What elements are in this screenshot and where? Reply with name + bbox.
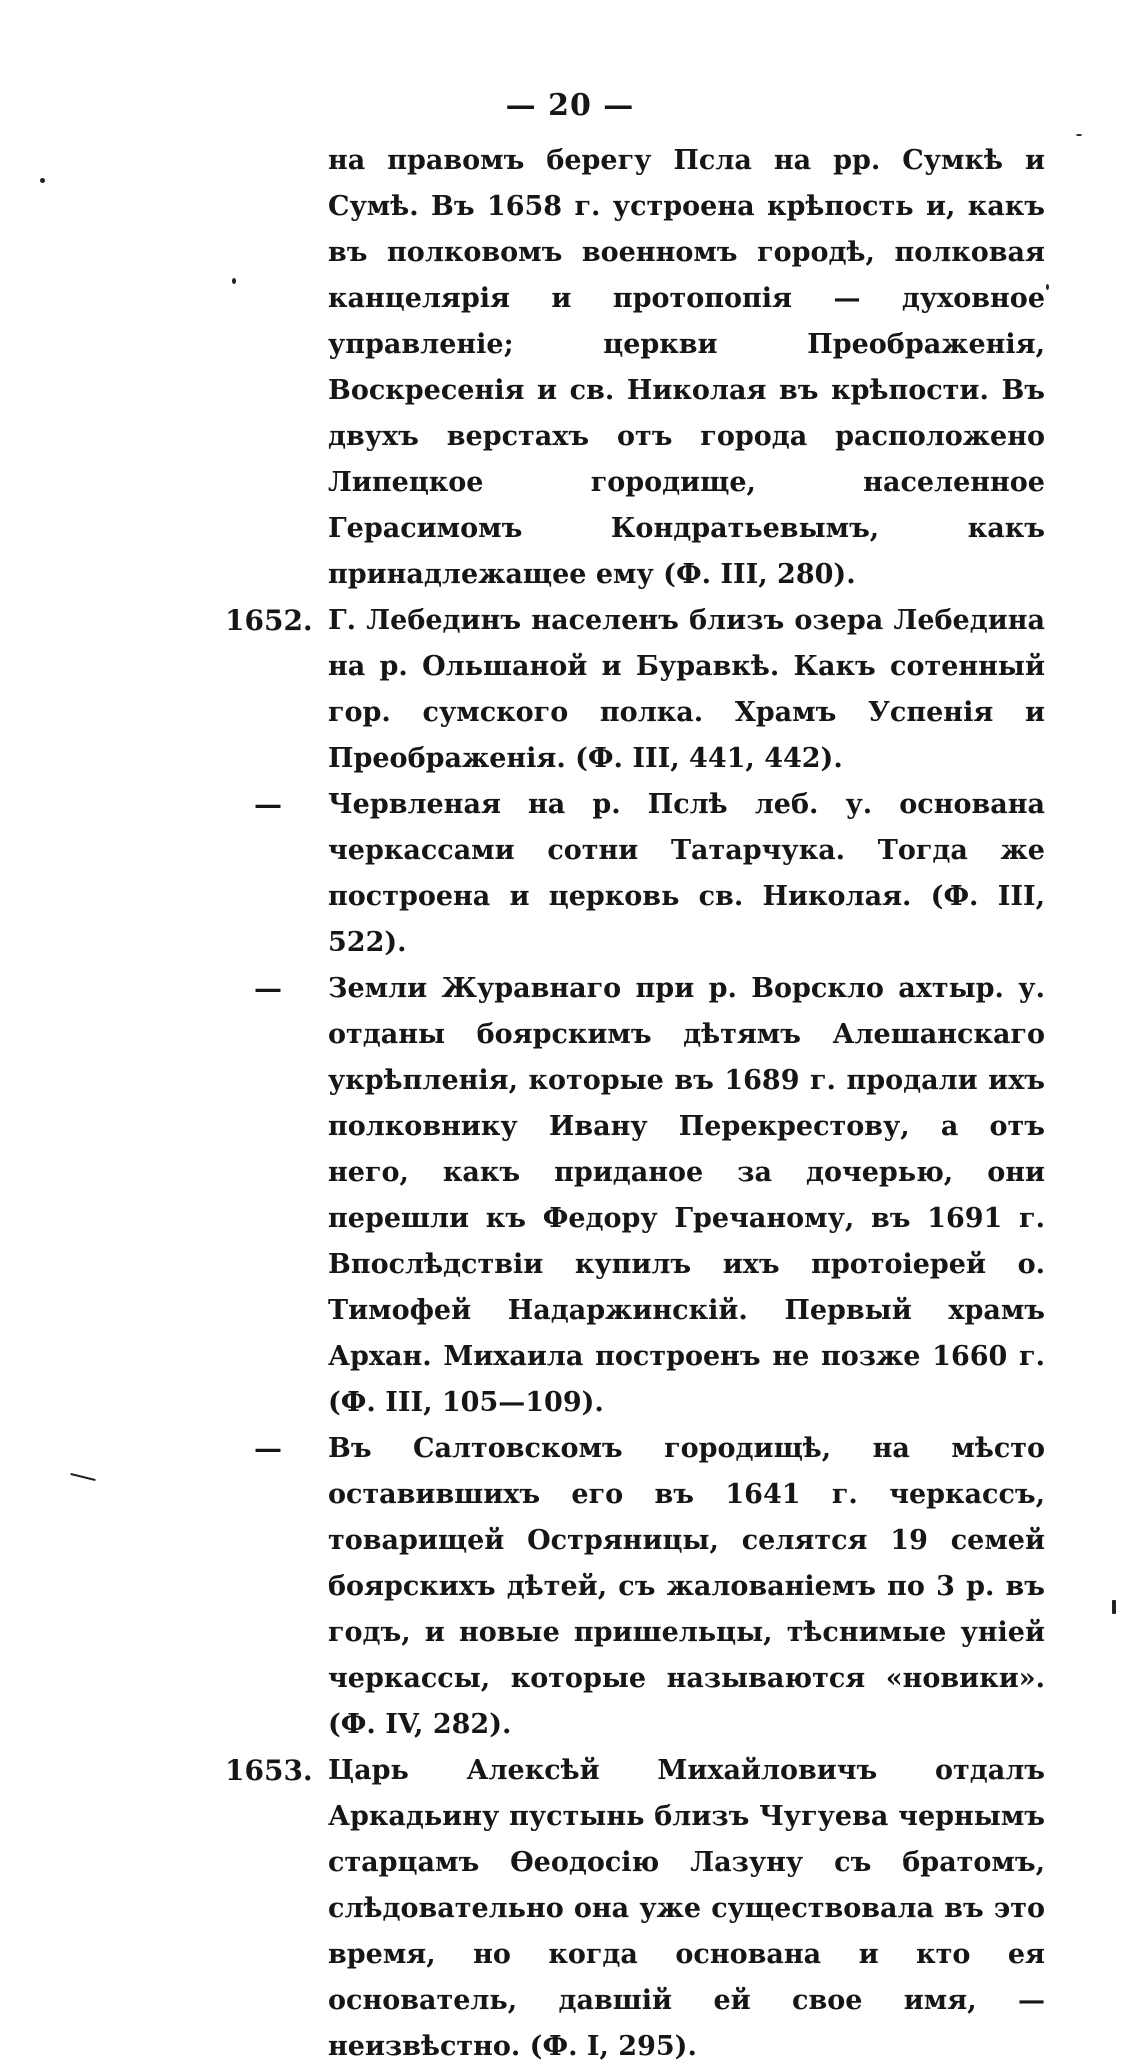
entry-year-marker: 1653. — [225, 1754, 313, 1787]
scan-speck — [232, 278, 236, 284]
entry-chervlenaya — [225, 782, 1045, 966]
entry-dash-marker: — — [254, 972, 282, 1005]
entry-1652 — [225, 598, 1045, 782]
entry-text: на правомъ берегу Псла на рр. Сумкѣ и Сумѣ. Въ 1658 г. устроена крѣпость и, какъ въ полковомъ военномъ городѣ, полковая канцелярія и протопопія — духовное управленіе; церкви Преображенія, Воскресенія и св. Николая въ крѣпости. Въ двухъ верстахъ отъ города расположено Липецкое городище, населенное Герасимомъ Кондратьевымъ, какъ принадлежащее ему (Ф. III, 280). — [328, 145, 1045, 590]
scan-speck — [70, 1473, 96, 1481]
entry-saltov — [225, 1426, 1045, 1748]
page-number: — 20 — — [505, 88, 635, 123]
entry-1653 — [225, 1748, 1045, 2070]
page-body — [225, 138, 1045, 2070]
entry-text: Г. Лебединъ населенъ близъ озера Лебедина на р. Ольшаной и Буравкѣ. Какъ сотенный гор. сумского полка. Храмъ Успенія и Преображенія. (Ф. III, 441, 442). — [328, 605, 1045, 774]
entry-text: Царь Алексѣй Михайловичъ отдалъ Аркадьину пустынь близъ Чугуева чернымъ старцамъ Ѳеодосію Лазуну съ братомъ, слѣдовательно она уже существовала въ это время, но когда основана и кто ея основатель, давшій ей свое имя, — неизвѣстно. (Ф. I, 295). — [328, 1755, 1045, 2062]
entry-dash-marker: — — [254, 1432, 282, 1465]
entry-continuation — [225, 138, 1045, 598]
entry-dash-marker: — — [254, 788, 282, 821]
scan-speck — [40, 178, 45, 183]
entry-zhuravnoe — [225, 966, 1045, 1426]
scan-speck — [1112, 1600, 1116, 1614]
entry-text: Въ Салтовскомъ городищѣ, на мѣсто оставившихъ его въ 1641 г. черкассъ, товарищей Остряницы, селятся 19 семей боярскихъ дѣтей, съ жалованіемъ по 3 р. въ годъ, и новые пришельцы, тѣснимые уніей черкассы, которые называются «новики». (Ф. IV, 282). — [328, 1433, 1045, 1740]
entry-year-marker: 1652. — [225, 604, 313, 637]
scan-speck — [1076, 134, 1082, 136]
entry-text: Червленая на р. Пслѣ леб. у. основана черкассами сотни Татарчука. Тогда же построена и церковь св. Николая. (Ф. III, 522). — [328, 789, 1045, 958]
entry-text: Земли Журавнаго при р. Ворскло ахтыр. у. отданы боярскимъ дѣтямъ Алешанскаго укрѣпленія, которые въ 1689 г. продали ихъ полковнику Ивану Перекрестову, а отъ него, какъ приданое за дочерью, они перешли къ Федору Гречаному, въ 1691 г. Впослѣдствіи купилъ ихъ протоіерей о. Тимофей Надаржинскій. Первый храмъ Архан. Михаила построенъ не позже 1660 г. (Ф. III, 105—109). — [328, 973, 1045, 1418]
scan-speck — [1046, 284, 1049, 290]
